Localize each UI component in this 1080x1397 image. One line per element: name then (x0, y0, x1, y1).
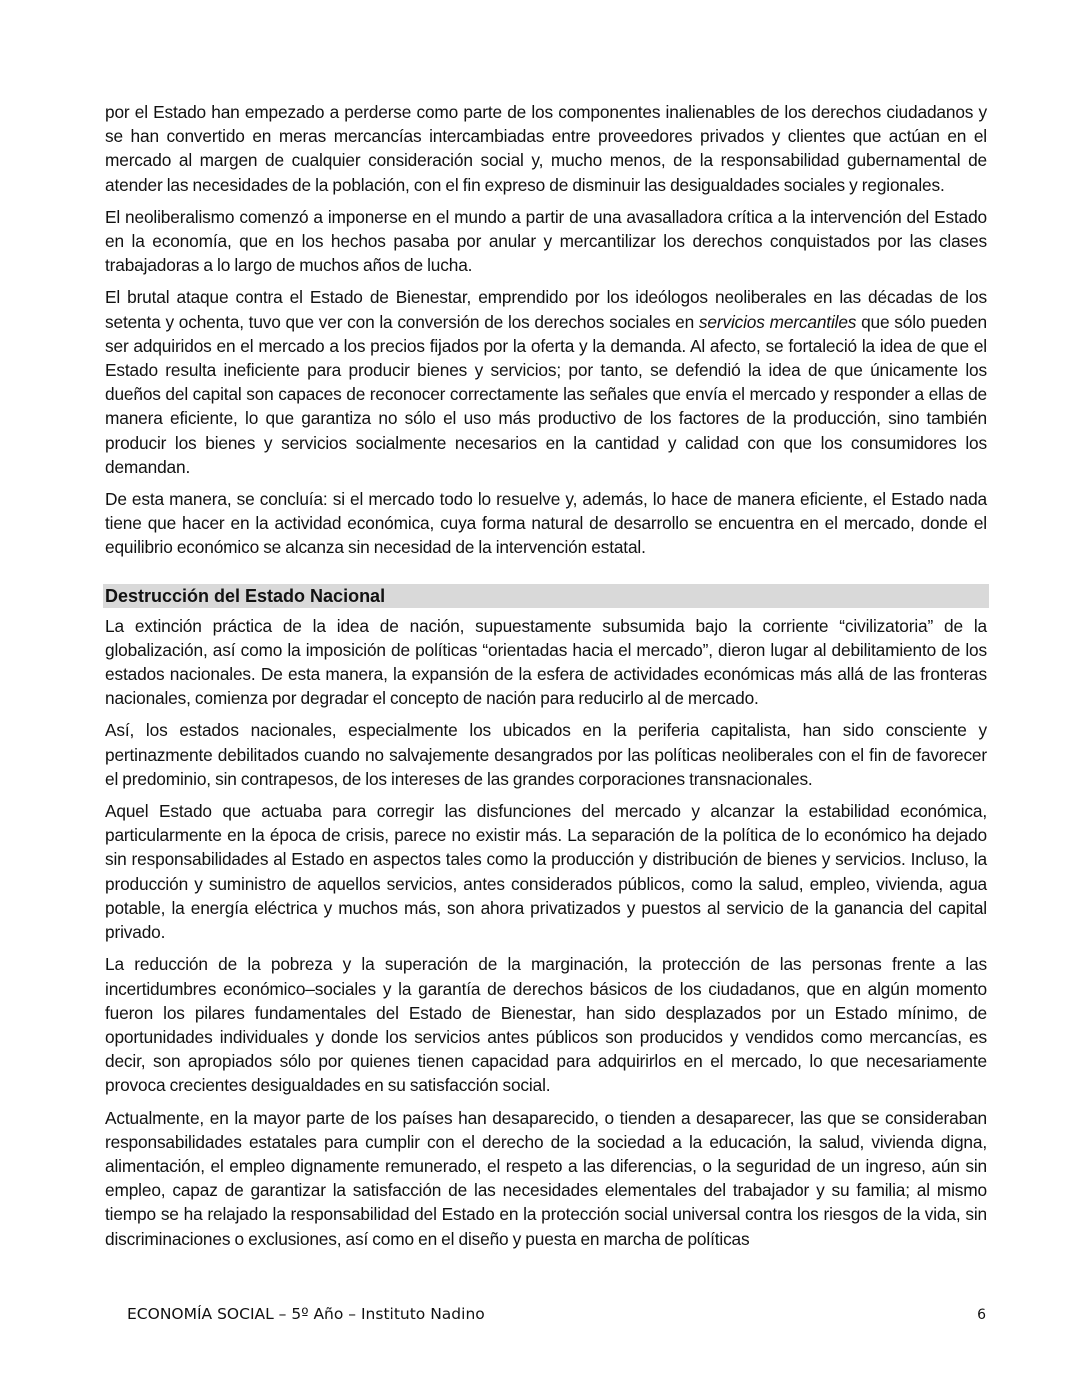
page-footer (127, 1305, 986, 1323)
paragraph: La reducción de la pobreza y la superación de la marginación, la protección de las personas frente a las incertidumbres económico–sociales y la garantía de derechos básicos de los ciudadanos, que en algún momento fueron los pilares fundamentales del Estado de Bienestar, han sido desplazados por un Estado mínimo, de oportunidades individuales y donde los servicios antes públicos son producidos y vendidos como mercancías, es decir, son apropiados sólo por quienes tienen capacidad para adquirirlos en el mercado, lo que necesariamente provoca crecientes desigualdades en su satisfacción social. (105, 954, 987, 1096)
paragraph (105, 285, 987, 479)
footer-text: ECONOMÍA SOCIAL – 5º Año – Instituto Nadino (127, 1305, 485, 1323)
page-number: 6 (977, 1307, 986, 1323)
paragraph: por el Estado han empezado a perderse como parte de los componentes inalienables de los derechos ciudadanos y se han convertido en meras mercancías intercambiadas entre proveedores privados y clientes que actúan en el mercado al margen de cualquier consideración social y, mucho menos, de la responsabilidad gubernamental de atender las necesidades de la población, con el fin expreso de disminuir las desigualdades sociales y regionales. (105, 102, 987, 195)
paragraph-text: El brutal ataque contra el Estado de Bienestar, emprendido por los ideólogos neoliberales en las décadas de los setenta y ochenta, tuvo que ver con la conversión de los derechos sociales en (105, 287, 987, 332)
document-page (105, 100, 987, 1259)
paragraph-text: que sólo pueden ser adquiridos en el mercado a los precios fijados por la oferta y la demanda. Al afecto, se fortaleció la idea de que el Estado resulta ineficiente para producir bienes y servicios; por tanto, se defendió la idea de que únicamente los dueños del capital son capaces de reconocer correctamente las señales que envía el mercado y responder a ellas de manera eficiente, lo que garantiza no sólo el uso más productivo de los factores de la producción, sino también producir los bienes y servicios socialmente necesarios en la cantidad y calidad con que los consumidores los demandan. (105, 311, 987, 477)
paragraph: Aquel Estado que actuaba para corregir las disfunciones del mercado y alcanzar la estabilidad económica, particularmente en la época de crisis, parece no existir más. La separación de la política de lo económico ha dejado sin responsabilidades al Estado en aspectos tales como la producción y distribución de bienes y servicios. Incluso, la producción y suministro de aquellos servicios, antes considerados públicos, como la salud, empleo, vivienda, agua potable, la energía eléctrica y muchos más, son ahora privatizados y puestos al servicio de la ganancia del capital privado. (105, 801, 987, 943)
paragraph: Así, los estados nacionales, especialmente los ubicados en la periferia capitalista, han sido consciente y pertinazmente debilitados cuando no salvajemente desangrados por las políticas neoliberales con el fin de favorecer el predominio, sin contrapesos, de los intereses de las grandes corporaciones transnacionales. (105, 720, 987, 789)
emphasis-text: servicios mercantiles (698, 311, 857, 332)
paragraph: La extinción práctica de la idea de nación, supuestamente subsumida bajo la corriente “civilizatoria” de la globalización, así como la imposición de políticas “orientadas hacia el mercado”, dieron lugar al debilitamiento de los estados nacionales. De esta manera, la expansión de la esfera de actividades económicas más allá de las fronteras nacionales, comienza por degradar el concepto de nación para reducirlo al de mercado. (105, 615, 987, 709)
paragraph: De esta manera, se concluía: si el mercado todo lo resuelve y, además, lo hace de manera eficiente, el Estado nada tiene que hacer en la actividad económica, cuya forma natural de desarrollo se encuentra en el mercado, donde el equilibrio económico se alcanza sin necesidad de la intervención estatal. (105, 489, 987, 558)
section-heading: Destrucción del Estado Nacional (103, 584, 989, 608)
paragraph: El neoliberalismo comenzó a imponerse en el mundo a partir de una avasalladora crítica a la intervención del Estado en la economía, que en los hechos pasaba por anular y mercantilizar los derechos conquistados por las clases trabajadoras a lo largo de muchos años de lucha. (105, 206, 987, 276)
paragraph: Actualmente, en la mayor parte de los países han desaparecido, o tienden a desaparecer, las que se consideraban responsabilidades estatales para cumplir con el derecho de la sociedad a la educación, la salud, vivienda digna, alimentación, el empleo dignamente remunerado, el respeto a las diferencias, o la seguridad de un ingreso, aún sin empleo, capaz de garantizar la satisfacción de las necesidades elementales del trabajador y su familia; al mismo tiempo se ha relajado la responsabilidad del Estado en la protección social universal contra los riesgos de la vida, sin discriminaciones o exclusiones, así como en el diseño y puesta en marcha de políticas (105, 1107, 987, 1249)
